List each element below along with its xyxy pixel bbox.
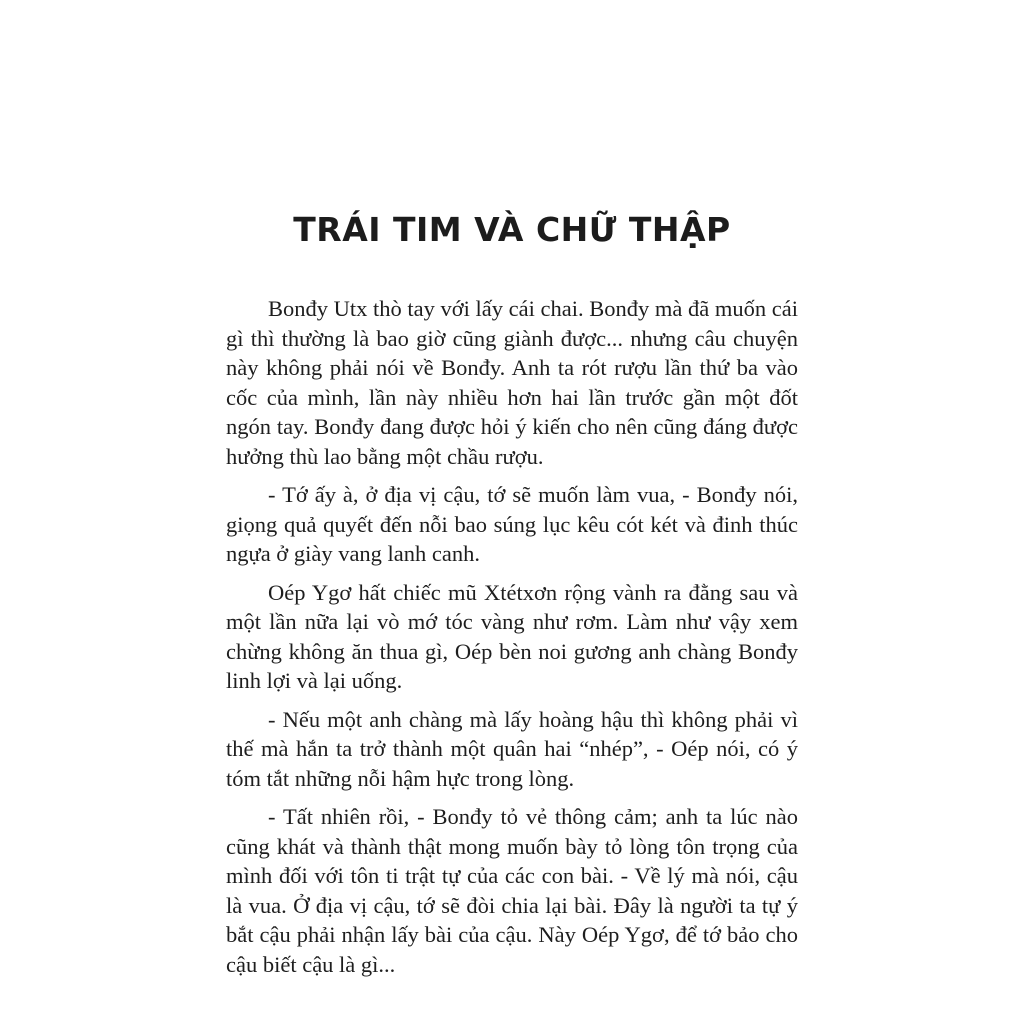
chapter-body (226, 294, 798, 988)
paragraph-5: - Tất nhiên rồi, - Bonđy tỏ vẻ thông cảm; anh ta lúc nào cũng khát và thành thật mong muốn bày tỏ lòng tôn trọng của mình đối với tôn ti trật tự của các con bài. - Về lý mà nói, cậu là vua. Ở địa vị cậu, tớ sẽ đòi chia lại bài. Đây là người ta tự ý bắt cậu phải nhận lấy bài của cậu. Này Oép Ygơ, để tớ bảo cho cậu biết cậu là gì... (226, 804, 798, 977)
chapter-title: TRÁI TIM VÀ CHỮ THẬP (293, 210, 731, 249)
paragraph-2: - Tớ ấy à, ở địa vị cậu, tớ sẽ muốn làm vua, - Bonđy nói, giọng quả quyết đến nỗi bao súng lục kêu cót két và đinh thúc ngựa ở giày vang lanh canh. (226, 482, 798, 566)
paragraph-3: Oép Ygơ hất chiếc mũ Xtétxơn rộng vành ra đằng sau và một lần nữa lại vò mớ tóc vàng như rơm. Làm như vậy xem chừng không ăn thua gì, Oép bèn noi gương anh chàng Bonđy linh lợi và lại uống. (226, 579, 798, 693)
paragraph-1: Bonđy Utx thò tay với lấy cái chai. Bonđy mà đã muốn cái gì thì thường là bao giờ cũng giành được... nhưng câu chuyện này không phải nói về Bonđy. Anh ta rót rượu lần thứ ba vào cốc của mình, lần này nhiều hơn hai lần trước gần một đốt ngón tay. Bonđy đang được hỏi ý kiến cho nên cũng đáng được hưởng thù lao bằng một chầu rượu. (226, 296, 798, 469)
paragraph-4: - Nếu một anh chàng mà lấy hoàng hậu thì không phải vì thế mà hắn ta trở thành một quân hai “nhép”, - Oép nói, có ý tóm tắt những nỗi hậm hực trong lòng. (226, 706, 798, 791)
